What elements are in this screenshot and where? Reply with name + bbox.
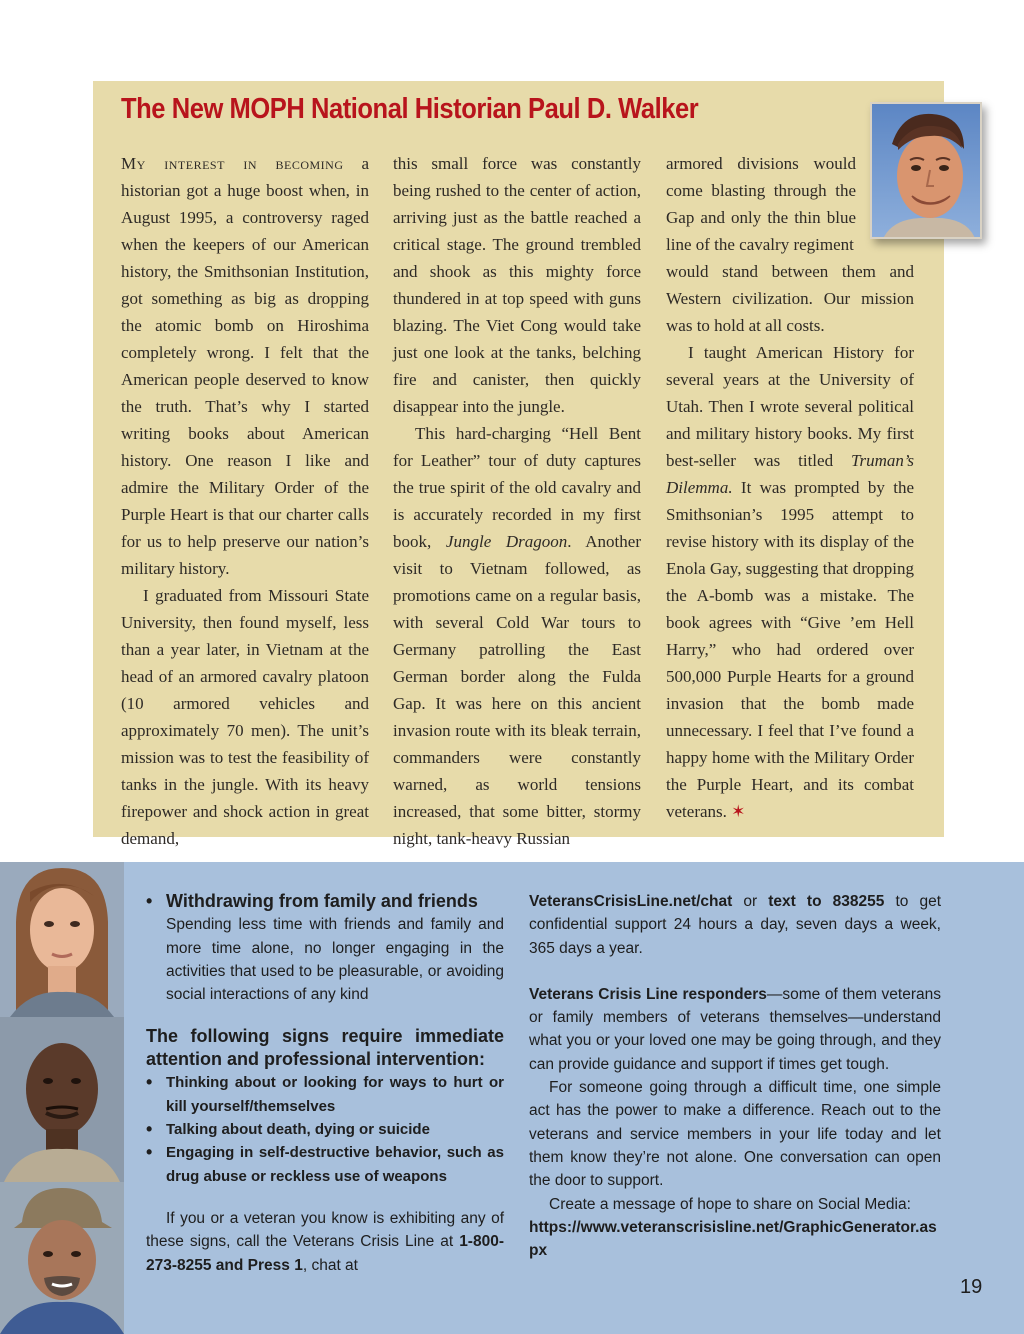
article-column-3 bbox=[666, 150, 914, 825]
man-photo bbox=[0, 1017, 124, 1182]
create-message-paragraph: Create a message of hope to share on Social Media: bbox=[549, 1195, 911, 1213]
woman-photo bbox=[0, 862, 124, 1017]
crisis-column-2 bbox=[529, 890, 941, 1262]
drop-lead: My interest in becoming bbox=[121, 154, 344, 173]
crisis-chat-link[interactable]: VeteransCrisisLine.net/chat bbox=[529, 893, 733, 910]
article-column-2 bbox=[393, 150, 641, 852]
paragraph-text: I taught American History for several years at the University of Utah. Then I wrote several political and military history books. My first best-seller was titled bbox=[666, 343, 914, 470]
article-column-1 bbox=[121, 150, 369, 852]
responders-lead: Veterans Crisis Line responders bbox=[529, 985, 767, 1003]
historian-name: Paul D. Walker bbox=[528, 93, 699, 125]
article-paragraph: this small force was constantly being rushed to the center of action, arriving just as the battle reached a critical stage. The ground trembled and shook as this mighty force thundered in at top speed with guns blazing. The Viet Cong would take just one look at the tanks, belching fire and canister, then quickly disappear into the jungle. bbox=[393, 154, 641, 416]
paragraph-text: , chat at bbox=[302, 1256, 358, 1274]
crisis-column-1 bbox=[146, 890, 504, 1277]
end-mark-icon: ✶ bbox=[731, 802, 746, 821]
article-paragraph bbox=[121, 150, 369, 582]
paragraph-text: This hard-charging “Hell Bent for Leather” tour of duty captures the true spirit of the old cavalry and is accurately recorded in my first book, bbox=[393, 424, 641, 551]
list-item: • Thinking about or looking for ways to hurt or kill yourself/themselves bbox=[146, 1071, 504, 1118]
list-item: • Engaging in self-destructive behavior, such as drug abuse or reckless use of weapons bbox=[146, 1141, 504, 1188]
article-paragraph bbox=[666, 339, 914, 825]
page-number: 19 bbox=[960, 1276, 983, 1298]
crisis-call-paragraph bbox=[146, 1207, 504, 1277]
paragraph-text: It was prompted by the Smithsonian’s 1995 attempt to revise history with its display of the Enola Gay, suggesting that dropping the A-bomb was a mistake. The book agrees with “Give ’em Hell Harry,” who had ordered over 500,000 Purple Hearts for a ground invasion that the bomb made unnecessary. I feel that I’ve found a happy home with the Military Order the Purple Heart, and its combat veterans. bbox=[666, 478, 914, 821]
crisis-text-number: text to 838255 bbox=[768, 893, 885, 910]
paragraph-text: a historian got a huge boost when, in August 1995, a controversy raged when the keepers of our American history, the Smithsonian Institution, got something as big as dropping the atomic bomb on Hiroshima completely wrong. I felt that the American people deserved to know the truth. That’s why I started writing books about American history. One reason I like and admire the Military Order of the Purple Heart is that our charter calls for us to help preserve our nation’s military history. bbox=[121, 154, 370, 578]
reach-out-paragraph: For someone going through a difficult time, one simple act has the power to make a difference. Reach out to the veterans and service members in your life today and let them know they’re not alone. One conversation can open the door to support. bbox=[529, 1079, 941, 1190]
responders-paragraph bbox=[529, 983, 941, 1076]
warning-sign-heading: • Withdrawing from family and friends bbox=[146, 890, 504, 913]
article-paragraph: would stand between them and Western civilization. Our mission was to hold at all costs. bbox=[666, 262, 914, 335]
veteran-cap-photo bbox=[0, 1182, 124, 1334]
warning-sign-description: Spending less time with friends and family and more time alone, no longer engaging in the activities that used to be pleasurable, or avoiding social interactions of any kind bbox=[166, 916, 504, 1004]
paragraph-text: —some of them veterans or family members of veterans themselves—understand what you or your loved one may be going through, and they can provide guidance and support if times get tough. bbox=[529, 985, 941, 1073]
veteran-photo-strip bbox=[0, 862, 124, 1334]
article-paragraph-narrow: armored divisions would come blasting through the Gap and only the thin blue line of the cavalry regiment bbox=[666, 154, 856, 254]
paragraph-text: or bbox=[732, 893, 769, 910]
title-prefix: The New MOPH National Historian bbox=[121, 93, 529, 125]
article-paragraph: I graduated from Missouri State University, then found myself, less than a year later, in Vietnam at the head of an armored cavalry platoon (10 armored vehicles and approximately 70 men). The unit’s mission was to test the feasibility of tanks in the jungle. With its heavy firepower and shock action in great demand, bbox=[121, 586, 369, 848]
paragraph-text: to get confidential support 24 hours a day, seven days a week, 365 days a year. bbox=[529, 893, 941, 957]
book-title: Truman’s Dilemma. bbox=[666, 451, 914, 497]
article-paragraph bbox=[393, 420, 641, 852]
paragraph-text: . Another visit to Vietnam followed, as promotions came on a regular basis, with several Cold War tours to Germany patrolling the East German border along the Fulda Gap. It was here on this ancient invasion route with its bleak terrain, commanders were constantly warned, as world tensions increased, that some bitter, stormy night, tank-heavy Russian bbox=[393, 532, 641, 848]
list-item: • Talking about death, dying or suicide bbox=[146, 1118, 504, 1141]
chat-paragraph bbox=[529, 890, 941, 960]
crisis-phone-number[interactable]: 1-800-273-8255 and Press 1 bbox=[146, 1233, 504, 1274]
graphic-generator-link[interactable]: https://www.veteranscrisisline.net/GraphicGenerator.aspx bbox=[529, 1218, 937, 1260]
book-title: Jungle Dragoon bbox=[445, 532, 568, 551]
urgent-signs-list bbox=[146, 1071, 504, 1187]
paragraph-text: If you or a veteran you know is exhibiting any of these signs, call the Veterans Crisis Line at bbox=[146, 1209, 504, 1251]
urgent-signs-heading: The following signs require immediate attention and professional intervention: bbox=[146, 1026, 504, 1070]
article-title bbox=[121, 93, 698, 126]
